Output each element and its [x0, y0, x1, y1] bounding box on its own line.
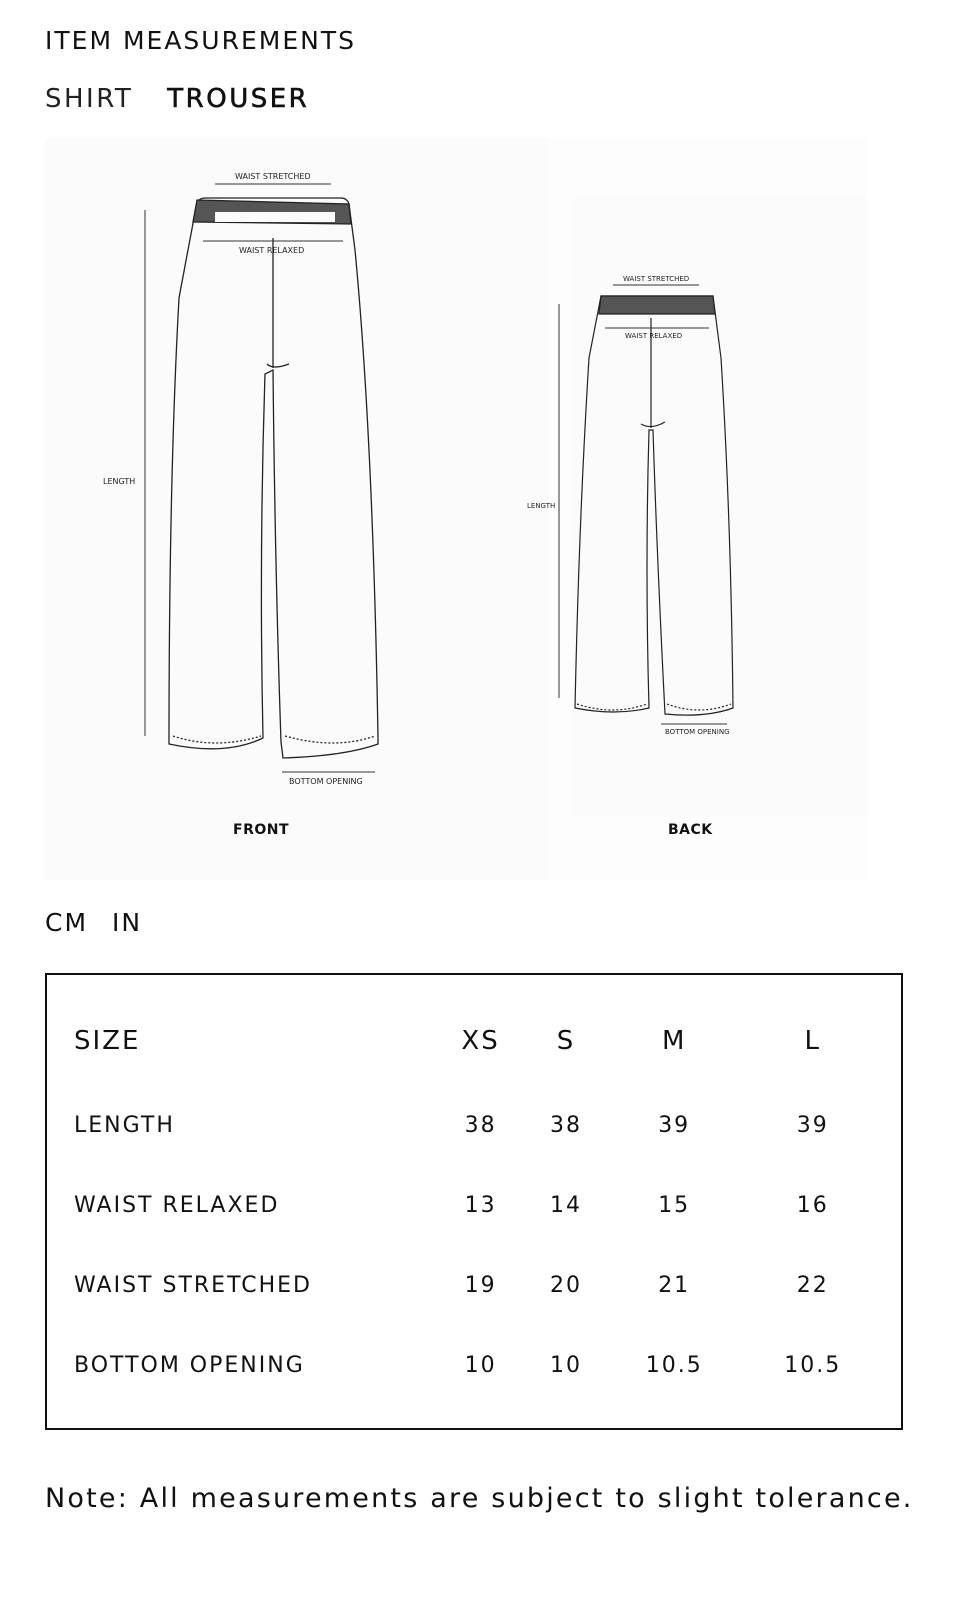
table-row — [74, 1085, 882, 1165]
header-size: SIZE — [74, 1026, 141, 1056]
row-label: WAIST STRETCHED — [74, 1272, 312, 1298]
back-length-label: LENGTH — [527, 502, 556, 510]
table-cell: 16 — [796, 1192, 829, 1218]
back-waist-stretched-label: WAIST STRETCHED — [623, 275, 690, 283]
unit-in[interactable]: IN — [112, 908, 143, 937]
table-cell: 20 — [550, 1272, 583, 1298]
page-title: ITEM MEASUREMENTS — [45, 26, 356, 55]
table-cell: 19 — [464, 1272, 497, 1298]
front-bottom-opening-label: BOTTOM OPENING — [289, 777, 363, 786]
back-waist-relaxed-label: WAIST RELAXED — [625, 332, 683, 340]
header-m: M — [661, 1026, 687, 1056]
front-waist-relaxed-label: WAIST RELAXED — [239, 246, 305, 255]
garment-tabs — [45, 84, 309, 114]
table-cell: 10 — [550, 1352, 583, 1378]
header-xs: XS — [461, 1026, 500, 1056]
back-label: BACK — [668, 822, 713, 838]
table-cell: 22 — [796, 1272, 829, 1298]
measurement-diagram — [45, 138, 867, 880]
table-cell: 10.5 — [784, 1352, 842, 1378]
table-cell: 38 — [464, 1112, 497, 1138]
row-label: WAIST RELAXED — [74, 1192, 280, 1218]
table-row — [74, 1245, 882, 1325]
table-row — [74, 1165, 882, 1245]
table-header-row — [74, 997, 882, 1085]
size-table — [74, 997, 882, 1405]
tolerance-note: Note: All measurements are subject to slight tolerance. — [45, 1483, 914, 1514]
table-cell: 39 — [658, 1112, 691, 1138]
unit-cm[interactable]: CM — [45, 908, 89, 937]
unit-toggle — [45, 908, 142, 937]
table-cell: 38 — [550, 1112, 583, 1138]
front-trouser-drawing — [45, 138, 548, 880]
table-cell: 14 — [550, 1192, 583, 1218]
back-bottom-opening-label: BOTTOM OPENING — [665, 728, 730, 736]
back-trouser-drawing — [515, 238, 775, 758]
front-waist-stretched-label: WAIST STRETCHED — [235, 172, 311, 181]
front-label: FRONT — [233, 822, 290, 838]
front-length-label: LENGTH — [103, 477, 136, 486]
table-cell: 21 — [658, 1272, 691, 1298]
row-label: BOTTOM OPENING — [74, 1352, 305, 1378]
table-cell: 15 — [658, 1192, 691, 1218]
header-l: L — [804, 1026, 821, 1056]
header-s: S — [556, 1026, 576, 1056]
tab-shirt[interactable]: SHIRT — [45, 84, 134, 114]
table-cell: 10 — [464, 1352, 497, 1378]
table-cell: 10.5 — [645, 1352, 703, 1378]
table-cell: 13 — [464, 1192, 497, 1218]
row-label: LENGTH — [74, 1112, 175, 1138]
table-cell: 39 — [796, 1112, 829, 1138]
tab-trouser[interactable]: TROUSER — [167, 84, 310, 114]
table-row — [74, 1325, 882, 1405]
size-table-container — [45, 973, 903, 1430]
